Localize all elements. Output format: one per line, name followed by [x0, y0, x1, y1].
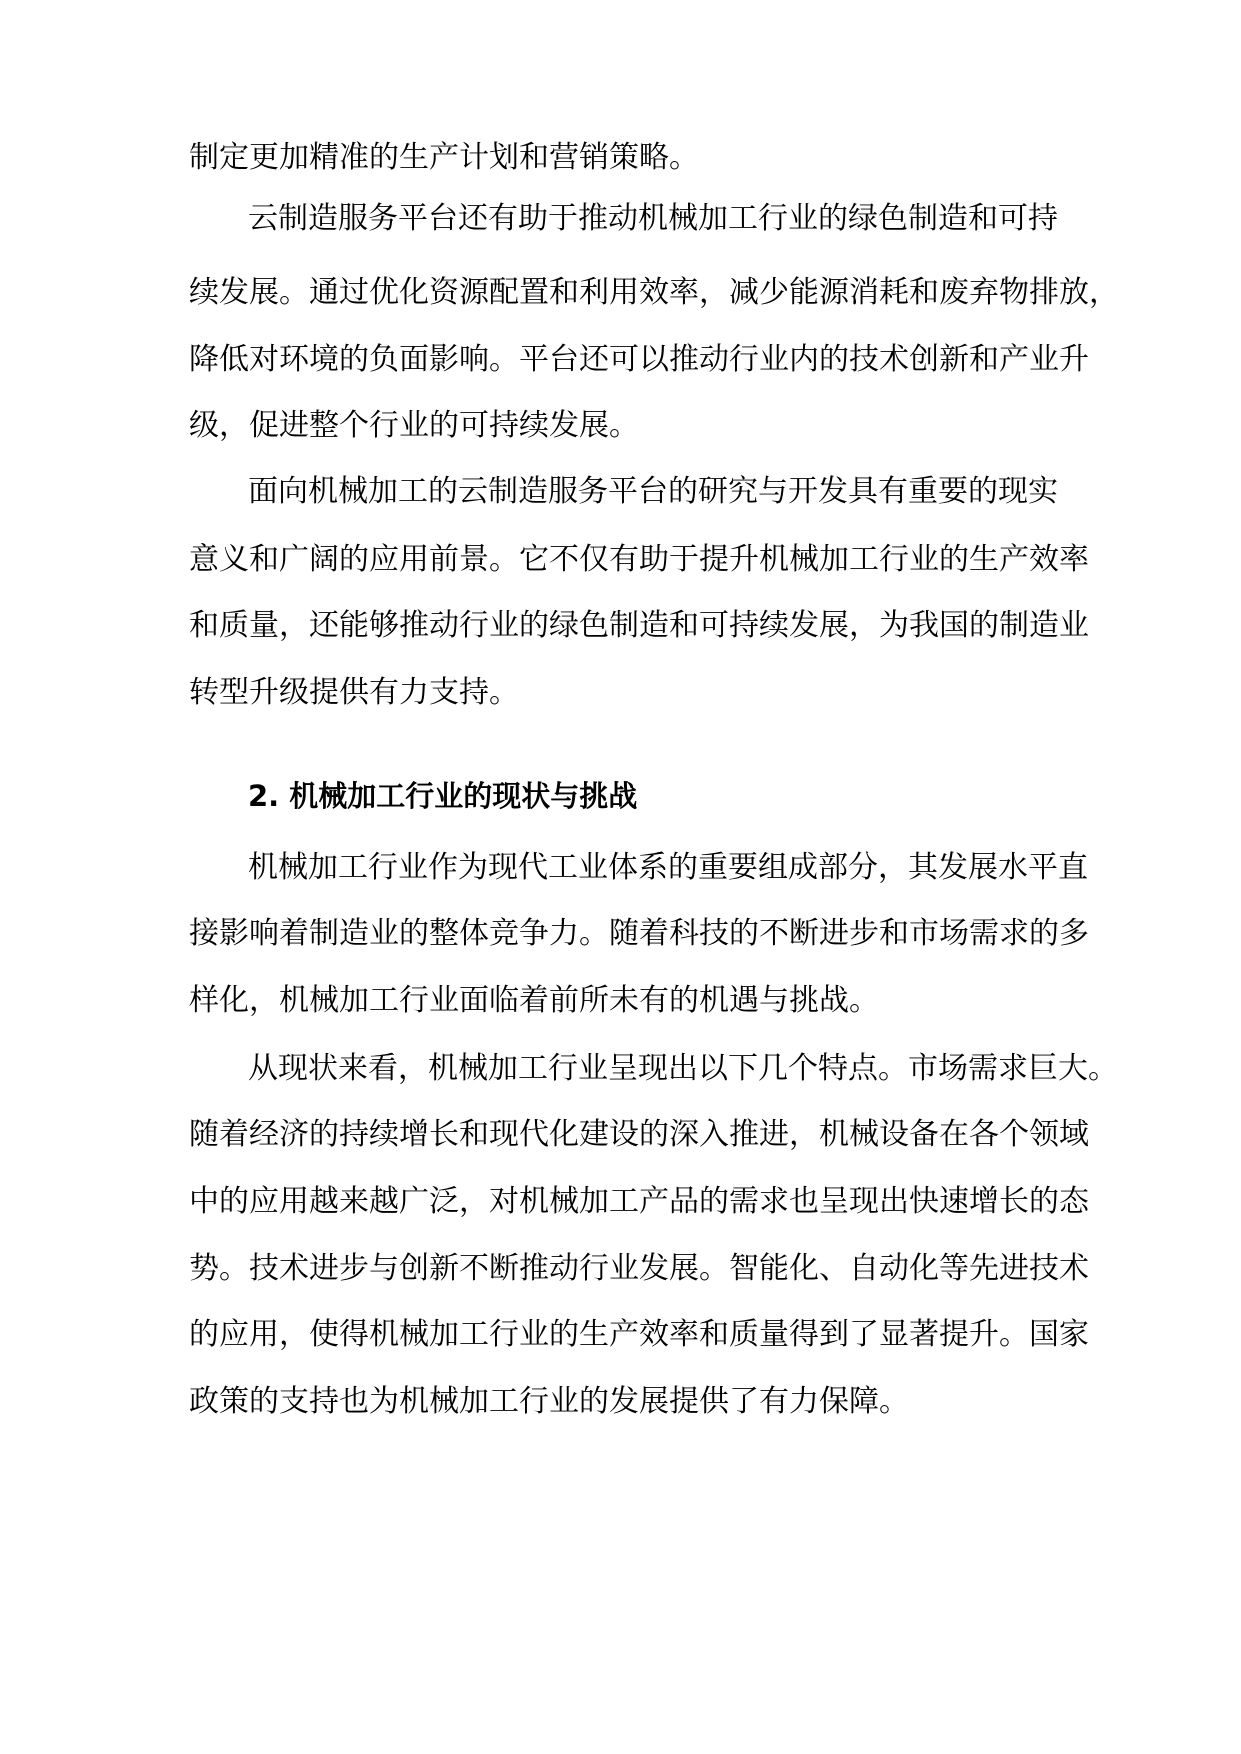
text-line: 的应用，使得机械加工行业的生产效率和质量得到了显著提升。国家: [189, 1317, 1089, 1352]
text-line: 样化，机械加工行业面临着前所未有的机遇与挑战。: [189, 983, 879, 1018]
text-line: 云制造服务平台还有助于推动机械加工行业的绿色制造和可持: [248, 201, 1058, 236]
text-line: 续发展。通过优化资源配置和利用效率，减少能源消耗和废弃物排放，: [189, 275, 1119, 310]
text-line: 和质量，还能够推动行业的绿色制造和可持续发展，为我国的制造业: [189, 608, 1089, 643]
text-line: 意义和广阔的应用前景。它不仅有助于提升机械加工行业的生产效率: [189, 542, 1089, 577]
text-line: 制定更加精准的生产计划和营销策略。: [189, 140, 699, 175]
text-line: 中的应用越来越广泛，对机械加工产品的需求也呈现出快速增长的态: [189, 1184, 1089, 1219]
text-line: 转型升级提供有力支持。: [189, 675, 519, 710]
text-line: 面向机械加工的云制造服务平台的研究与开发具有重要的现实: [248, 474, 1058, 509]
text-line: 势。技术进步与创新不断推动行业发展。智能化、自动化等先进技术: [189, 1251, 1089, 1286]
section-heading: [0, 776, 1241, 856]
paragraph-line: [0, 1382, 1241, 1462]
paragraph-line: [0, 673, 1241, 753]
text-line: 随着经济的持续增长和现代化建设的深入推进，机械设备在各个领域: [189, 1117, 1089, 1152]
text-line: 从现状来看，机械加工行业呈现出以下几个特点。市场需求巨大。: [248, 1051, 1118, 1086]
section-heading-text: 2. 机械加工行业的现状与挑战: [248, 779, 638, 813]
text-line: 机械加工行业作为现代工业体系的重要组成部分，其发展水平直: [248, 850, 1088, 885]
text-line: 接影响着制造业的整体竞争力。随着科技的不断进步和市场需求的多: [189, 916, 1089, 951]
text-line: 级，促进整个行业的可持续发展。: [189, 408, 639, 443]
paragraph-line: [0, 199, 1241, 279]
text-line: 政策的支持也为机械加工行业的发展提供了有力保障。: [189, 1384, 909, 1419]
text-line: 降低对环境的负面影响。平台还可以推动行业内的技术创新和产业升: [189, 342, 1089, 377]
